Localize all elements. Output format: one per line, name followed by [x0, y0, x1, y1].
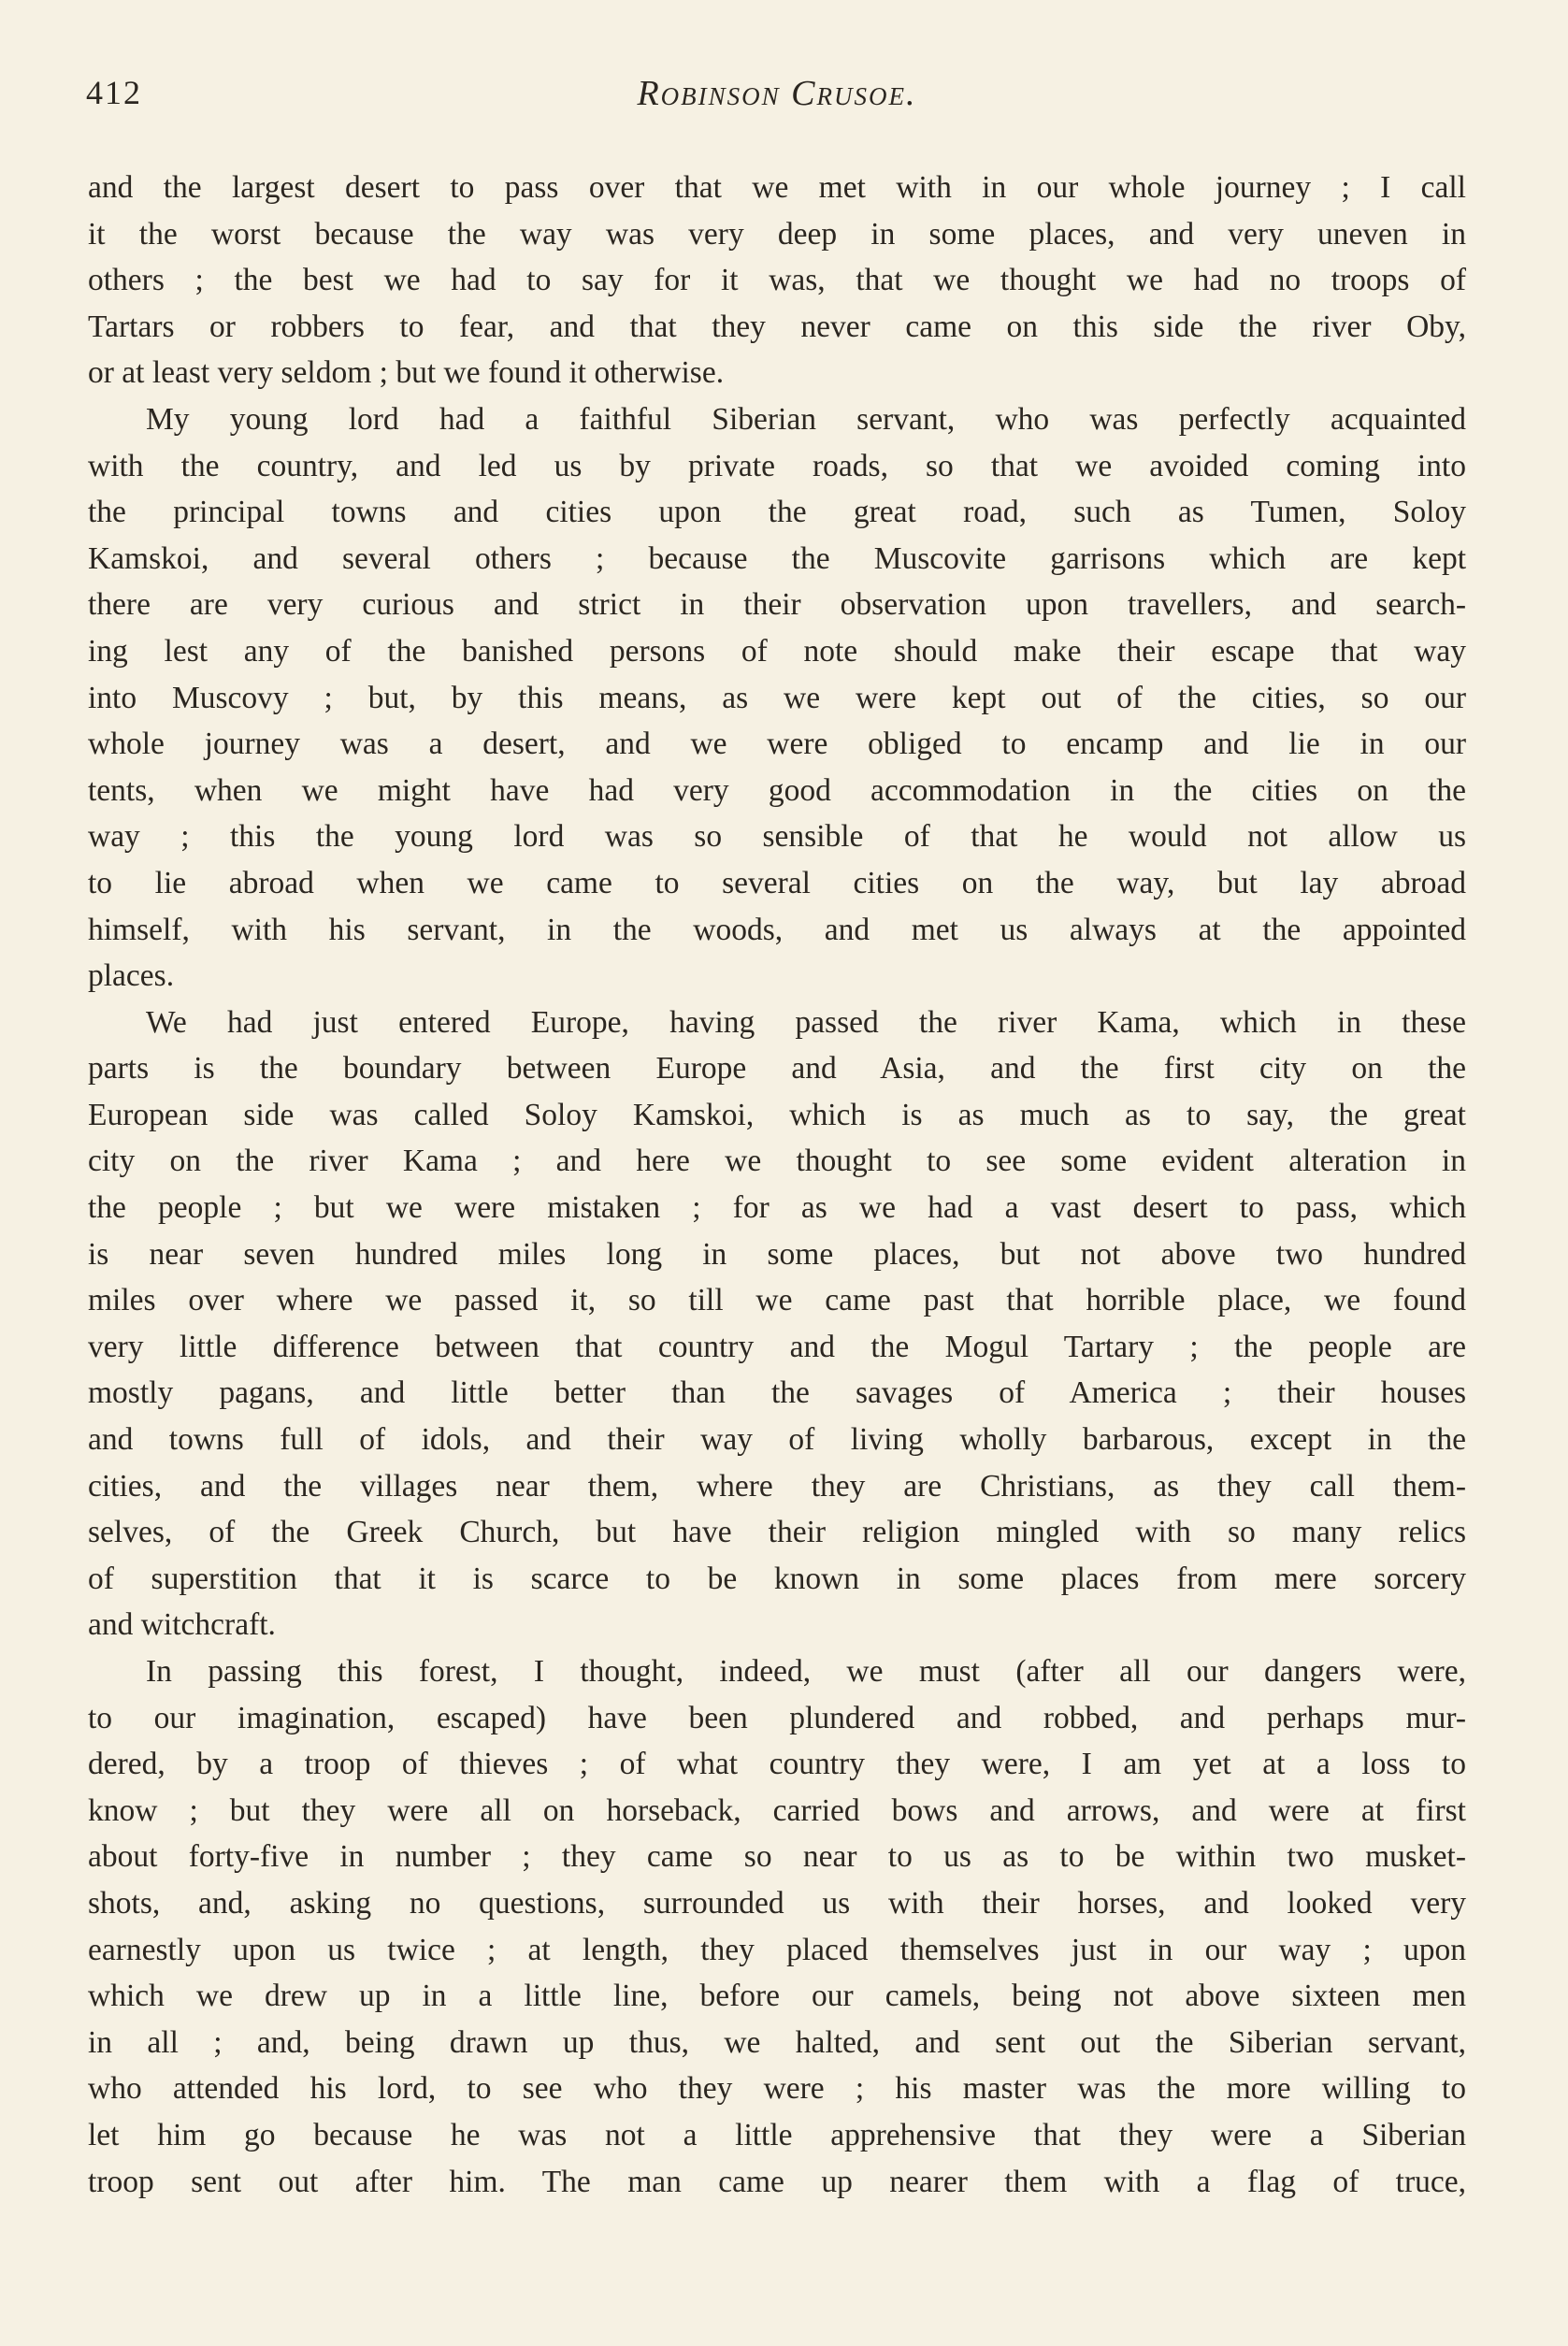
- running-title: Robinson Crusoe.: [637, 74, 917, 113]
- text-line: Kamskoi, and several others ; because the Muscovite garrisons which are kept: [88, 540, 1466, 576]
- text-line: know ; but they were all on horseback, carried bows and arrows, and were at first: [88, 1792, 1466, 1828]
- text-line: which we drew up in a little line, before our camels, being not above sixteen men: [88, 1979, 1466, 2014]
- text-line: of superstition that it is scarce to be known in some places from mere sorcery: [88, 1561, 1466, 1596]
- text-line: let him go because he was not a little apprehensive that they were a Siberian: [88, 2117, 1466, 2152]
- text-line: mostly pagans, and little better than the savages of America ; their houses: [88, 1375, 1466, 1411]
- text-line: shots, and, asking no questions, surrounded us with their horses, and looked very: [88, 1885, 1466, 1921]
- text-line: or at least very seldom ; but we found it otherwise.: [88, 355, 725, 391]
- text-line: in all ; and, being drawn up thus, we halted, and sent out the Siberian servant,: [88, 2024, 1466, 2060]
- text-line: whole journey was a desert, and we were obliged to encamp and lie in our: [88, 727, 1466, 762]
- text-line: cities, and the villages near them, where they are Christians, as they call them-: [88, 1468, 1466, 1504]
- text-line: with the country, and led us by private roads, so that we avoided coming into: [88, 448, 1466, 483]
- body-text: [88, 165, 1466, 2205]
- text-line: and towns full of idols, and their way of living wholly barbarous, except in the: [88, 1422, 1466, 1458]
- text-line: and witchcraft.: [88, 1607, 276, 1643]
- text-line: is near seven hundred miles long in some places, but not above two hundred: [88, 1236, 1466, 1272]
- text-line: city on the river Kama ; and here we thought to see some evident alteration in: [88, 1144, 1466, 1179]
- text-line: into Muscovy ; but, by this means, as we were kept out of the cities, so our: [88, 680, 1466, 715]
- text-line: it the worst because the way was very deep in some places, and very uneven in: [88, 216, 1466, 252]
- text-line: troop sent out after him. The man came up nearer them with a flag of truce,: [88, 2164, 1466, 2199]
- text-line: way ; this the young lord was so sensible of that he would not allow us: [88, 819, 1466, 855]
- text-line: the principal towns and cities upon the great road, such as Tumen, Soloy: [88, 495, 1466, 530]
- text-line: Tartars or robbers to fear, and that they never came on this side the river Oby,: [88, 309, 1466, 344]
- text-line: there are very curious and strict in their observation upon travellers, and search-: [88, 587, 1466, 623]
- text-line: ing lest any of the banished persons of note should make their escape that way: [88, 633, 1466, 669]
- text-line: dered, by a troop of thieves ; of what country they were, I am yet at a loss to: [88, 1747, 1466, 1782]
- text-line: In passing this forest, I thought, indeed, we must (after all our dangers were,: [146, 1654, 1466, 1689]
- text-line: and the largest desert to pass over that we met with in our whole journey ; I call: [88, 170, 1466, 205]
- text-line: selves, of the Greek Church, but have their religion mingled with so many relics: [88, 1515, 1466, 1550]
- text-line: parts is the boundary between Europe and Asia, and the first city on the: [88, 1051, 1466, 1087]
- text-line: miles over where we passed it, so till we came past that horrible place, we found: [88, 1283, 1466, 1318]
- page-header: [86, 73, 1468, 129]
- text-line: who attended his lord, to see who they were ; his master was the more willing to: [88, 2071, 1466, 2107]
- text-line: We had just entered Europe, having passed the river Kama, which in these: [146, 1004, 1466, 1040]
- text-line: tents, when we might have had very good accommodation in the cities on the: [88, 772, 1466, 808]
- text-line: earnestly upon us twice ; at length, they placed themselves just in our way ; upon: [88, 1932, 1466, 1967]
- text-line: European side was called Soloy Kamskoi, which is as much as to say, the great: [88, 1097, 1466, 1132]
- paragraph: [88, 396, 1466, 1000]
- paragraph: [88, 165, 1466, 396]
- page-number: 412: [86, 74, 142, 111]
- text-line: places.: [88, 958, 175, 994]
- paragraph: [88, 1648, 1466, 2205]
- text-line: the people ; but we were mistaken ; for as we had a vast desert to pass, which: [88, 1190, 1466, 1226]
- text-line: very little difference between that country and the Mogul Tartary ; the people are: [88, 1329, 1466, 1364]
- text-line: to our imagination, escaped) have been plundered and robbed, and perhaps mur-: [88, 1700, 1466, 1735]
- text-line: others ; the best we had to say for it was, that we thought we had no troops of: [88, 263, 1466, 298]
- text-line: himself, with his servant, in the woods, and met us always at the appointed: [88, 912, 1466, 947]
- text-line: to lie abroad when we came to several cities on the way, but lay abroad: [88, 865, 1466, 900]
- text-line: My young lord had a faithful Siberian servant, who was perfectly acquainted: [146, 401, 1466, 437]
- text-line: about forty-five in number ; they came so near to us as to be within two musket-: [88, 1839, 1466, 1875]
- paragraph: [88, 1000, 1466, 1648]
